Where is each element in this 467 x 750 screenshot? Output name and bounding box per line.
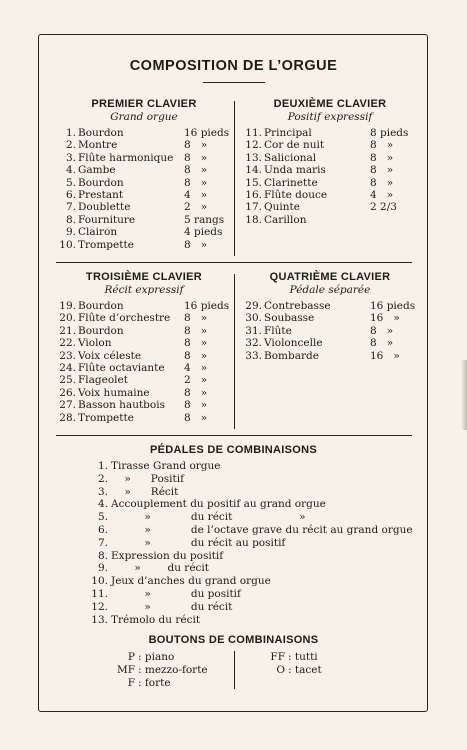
pedale-text: » Récit (111, 485, 179, 498)
stop-number: 22. (59, 337, 76, 350)
stop-row (242, 201, 418, 213)
stop-name: Bourdon (78, 176, 124, 189)
stop-number: 7. (65, 201, 76, 214)
pedale-number: 1. (97, 460, 108, 472)
boutons-title: BOUTONS DE COMBINAISONS (148, 634, 319, 646)
stop-row (242, 127, 418, 139)
stop-size: 4 pieds (184, 226, 223, 239)
pedales-title: PÉDALES DE COMBINAISONS (149, 444, 318, 456)
pedale-text: Expression du positif (111, 549, 224, 562)
stop-name: Clairon (78, 226, 118, 239)
stop-name: Trompette (78, 411, 134, 424)
stop-size: 8 » (184, 386, 208, 399)
stop-row (242, 214, 418, 226)
stop-size: 16 » (370, 312, 400, 325)
stop-row (56, 239, 232, 251)
stop-number: 17. (245, 201, 262, 214)
stop-row (56, 152, 232, 164)
stop-number: 15. (245, 176, 262, 189)
stop-row (56, 350, 232, 362)
section-title: TROISIÈME CLAVIER (85, 271, 203, 283)
section-divider (56, 262, 412, 263)
stop-number: 19. (59, 300, 76, 312)
stop-row (56, 362, 232, 374)
stop-size: 8 » (184, 151, 208, 164)
stop-name: Flûte d’orchestre (78, 312, 171, 325)
stop-row (242, 337, 418, 349)
stop-name: Flageolet (78, 374, 128, 387)
stop-name: Cor de nuit (264, 139, 325, 152)
stop-row (56, 399, 232, 411)
column-divider (234, 101, 235, 256)
stop-size: 2 » (184, 201, 208, 214)
stop-size: 4 » (184, 188, 208, 201)
stop-number: 14. (245, 164, 262, 177)
pedale-number: 5. (97, 511, 108, 524)
stop-row (242, 300, 418, 312)
stop-name: Flûte harmonique (78, 151, 174, 164)
pedale-number: 2. (97, 472, 108, 485)
pedale-number: 3. (97, 485, 108, 498)
stop-name: Unda maris (264, 164, 326, 177)
stop-number: 12. (245, 139, 262, 152)
section-subtitle: Grand orgue (110, 111, 178, 123)
section-divider (56, 435, 412, 436)
bouton-key: O (276, 664, 285, 676)
stop-size: 8 » (184, 176, 208, 189)
stop-number: 33. (245, 349, 262, 362)
stop-name: Bourdon (78, 127, 124, 139)
section-troisieme-clavier (56, 271, 232, 424)
stop-number: 27. (59, 399, 76, 412)
pedale-text: » du récit au positif (111, 536, 286, 549)
bouton-label: : forte (138, 677, 171, 689)
stop-row (56, 139, 232, 151)
stop-size: 8 » (184, 349, 208, 362)
stop-row (242, 139, 418, 151)
stop-name: Violoncelle (264, 337, 323, 350)
stop-size: 4 » (184, 361, 208, 374)
stop-row (56, 201, 232, 213)
pedale-number: 12. (91, 600, 108, 613)
stop-number: 26. (59, 386, 76, 399)
pedale-number: 9. (97, 562, 108, 575)
stop-row (56, 412, 232, 424)
pedale-number: 10. (91, 575, 108, 588)
stop-row (56, 177, 232, 189)
stop-number: 3. (65, 151, 76, 164)
stop-row (242, 164, 418, 176)
pedale-text: » du récit (111, 600, 233, 613)
pedale-text: » de l’octave grave du récit au grand orgue (111, 524, 413, 536)
bouton-label: : mezzo-forte (138, 664, 208, 676)
stop-list (56, 127, 232, 251)
pedale-text: Trémolo du récit (111, 613, 201, 626)
stop-name: Contrebasse (264, 300, 331, 312)
stop-number: 10. (59, 238, 76, 251)
stop-size: 2 » (184, 374, 208, 387)
stop-name: Trompette (78, 238, 134, 251)
stop-size: 2 2/3 (370, 201, 397, 214)
bouton-key: MF (116, 664, 135, 676)
stop-number: 20. (59, 312, 76, 325)
stop-name: Fourniture (78, 213, 136, 226)
stop-number: 16. (245, 188, 262, 201)
section-subtitle: Récit expressif (104, 284, 184, 296)
stop-size: 16 pieds (370, 300, 416, 312)
stop-row (242, 152, 418, 164)
stop-row (242, 350, 418, 362)
pedale-number: 13. (91, 613, 108, 626)
stop-number: 4. (65, 164, 76, 177)
bouton-key: P (127, 651, 135, 663)
stop-size: 8 » (184, 312, 208, 325)
section-title: QUATRIÈME CLAVIER (269, 271, 391, 283)
boutons-divider (234, 651, 235, 689)
stop-size: 4 » (370, 188, 394, 201)
stop-row (56, 189, 232, 201)
stop-number: 30. (245, 312, 262, 325)
stop-size: 16 pieds (184, 127, 230, 139)
bouton-label: : tacet (288, 664, 322, 676)
pedale-number: 7. (97, 536, 108, 549)
stop-name: Flûte (264, 324, 292, 337)
section-premier-clavier (56, 98, 232, 251)
title-underline (203, 82, 265, 83)
pedale-number: 8. (97, 549, 108, 562)
stop-row (56, 337, 232, 349)
stop-row (56, 300, 232, 312)
section-subtitle: Positif expressif (287, 111, 373, 123)
stop-name: Gambe (78, 164, 116, 177)
stop-name: Flûte douce (264, 188, 328, 201)
bouton-label: : tutti (288, 651, 318, 663)
stop-size: 8 » (370, 337, 394, 350)
bouton-key: FF (270, 651, 285, 663)
stop-name: Doublette (78, 201, 131, 214)
stop-size: 8 pieds (370, 127, 409, 139)
stop-name: Flûte octaviante (78, 361, 165, 374)
stop-name: Salicional (264, 151, 317, 164)
stop-name: Soubasse (264, 312, 315, 325)
stop-name: Carillon (264, 213, 307, 226)
stop-name: Bombarde (264, 349, 319, 362)
stop-number: 28. (59, 411, 76, 424)
stop-number: 2. (65, 139, 76, 152)
stop-number: 8. (65, 213, 76, 226)
stop-size: 8 » (370, 324, 394, 337)
bouton-key: F (127, 677, 135, 689)
column-divider (234, 274, 235, 429)
stop-name: Principal (264, 127, 312, 139)
stop-row (242, 325, 418, 337)
section-quatrieme-clavier (242, 271, 418, 362)
stop-size: 8 » (184, 324, 208, 337)
stop-size: 8 » (184, 337, 208, 350)
stop-number: 18. (245, 213, 262, 226)
stop-row (242, 177, 418, 189)
stop-size: 8 » (370, 164, 394, 177)
stop-name: Clarinette (264, 176, 318, 189)
stop-name: Bourdon (78, 300, 124, 312)
stop-row (56, 127, 232, 139)
pedale-text: Tirasse Grand orgue (111, 460, 221, 472)
stop-size: 8 » (184, 238, 208, 251)
stop-row (56, 164, 232, 176)
section-deuxieme-clavier (242, 98, 418, 226)
stop-list (242, 300, 418, 362)
stop-size: 8 » (184, 139, 208, 152)
stop-name: Prestant (78, 188, 124, 201)
pedale-text: Jeux d’anches du grand orgue (111, 575, 271, 588)
stop-number: 23. (59, 349, 76, 362)
stop-number: 21. (59, 324, 76, 337)
stop-name: Voix humaine (78, 386, 150, 399)
stop-number: 5. (65, 176, 76, 189)
stop-size: 8 » (184, 399, 208, 412)
stop-size: 16 » (370, 349, 400, 362)
stop-number: 9. (65, 226, 76, 239)
stop-size: 8 » (184, 164, 208, 177)
stop-row (56, 387, 232, 399)
stop-name: Bourdon (78, 324, 124, 337)
pedale-text: Accouplement du positif au grand orgue (111, 498, 326, 511)
stop-list (242, 127, 418, 226)
stop-row (56, 312, 232, 324)
stop-number: 29. (245, 300, 262, 312)
page-edge-shadow (461, 360, 467, 430)
bouton-label: : piano (138, 651, 175, 663)
pedale-number: 4. (97, 498, 108, 511)
stop-name: Voix céleste (78, 349, 142, 362)
stop-number: 1. (65, 127, 76, 139)
pedale-text: » du positif (111, 588, 241, 600)
stop-row (242, 312, 418, 324)
stop-size: 8 » (370, 151, 394, 164)
section-title: DEUXIÈME CLAVIER (273, 98, 387, 110)
stop-number: 13. (245, 151, 262, 164)
stop-name: Basson hautbois (78, 399, 165, 412)
pedale-text: » du récit (111, 562, 210, 575)
page-title: COMPOSITION DE L’ORGUE (129, 58, 338, 74)
stop-size: 16 pieds (184, 300, 230, 312)
pedale-number: 6. (97, 524, 108, 536)
stop-number: 31. (245, 324, 262, 337)
stop-size: 8 » (184, 411, 208, 424)
stop-list (56, 300, 232, 424)
stop-name: Violon (78, 337, 112, 350)
stop-number: 25. (59, 374, 76, 387)
pedale-text: » du récit » (111, 511, 306, 524)
stop-size: 8 » (370, 176, 394, 189)
stop-row (56, 214, 232, 226)
stop-name: Quinte (264, 201, 300, 214)
stop-name: Montre (78, 139, 118, 152)
stop-number: 6. (65, 188, 76, 201)
section-subtitle: Pédale séparée (289, 284, 371, 296)
section-title: PREMIER CLAVIER (91, 98, 197, 110)
stop-row (56, 226, 232, 238)
pedale-text: » Positif (111, 472, 184, 485)
stop-size: 5 rangs (184, 213, 225, 226)
stop-row (56, 374, 232, 386)
stop-size: 8 » (370, 139, 394, 152)
stop-number: 11. (245, 127, 262, 139)
stop-row (242, 189, 418, 201)
stop-row (56, 325, 232, 337)
stop-number: 32. (245, 337, 262, 350)
stop-number: 24. (59, 361, 76, 374)
pedale-number: 11. (91, 588, 108, 600)
